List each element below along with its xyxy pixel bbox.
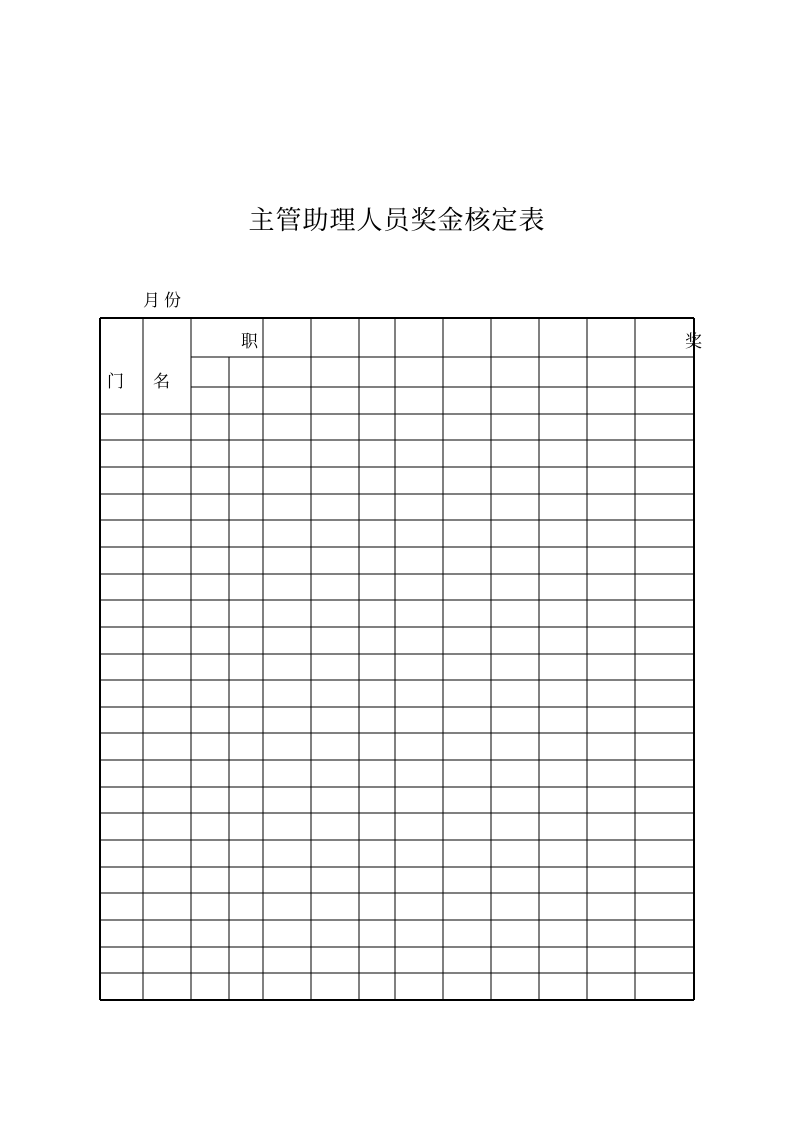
header-dept-fragment: 门 [107,372,124,392]
header-bonus-fragment: 奖 [685,332,702,352]
month-label: 月份 [143,291,185,311]
header-position-fragment: 职 [241,332,258,352]
page-title: 主管助理人员奖金核定表 [248,206,546,236]
header-name-fragment: 名 [153,372,170,392]
